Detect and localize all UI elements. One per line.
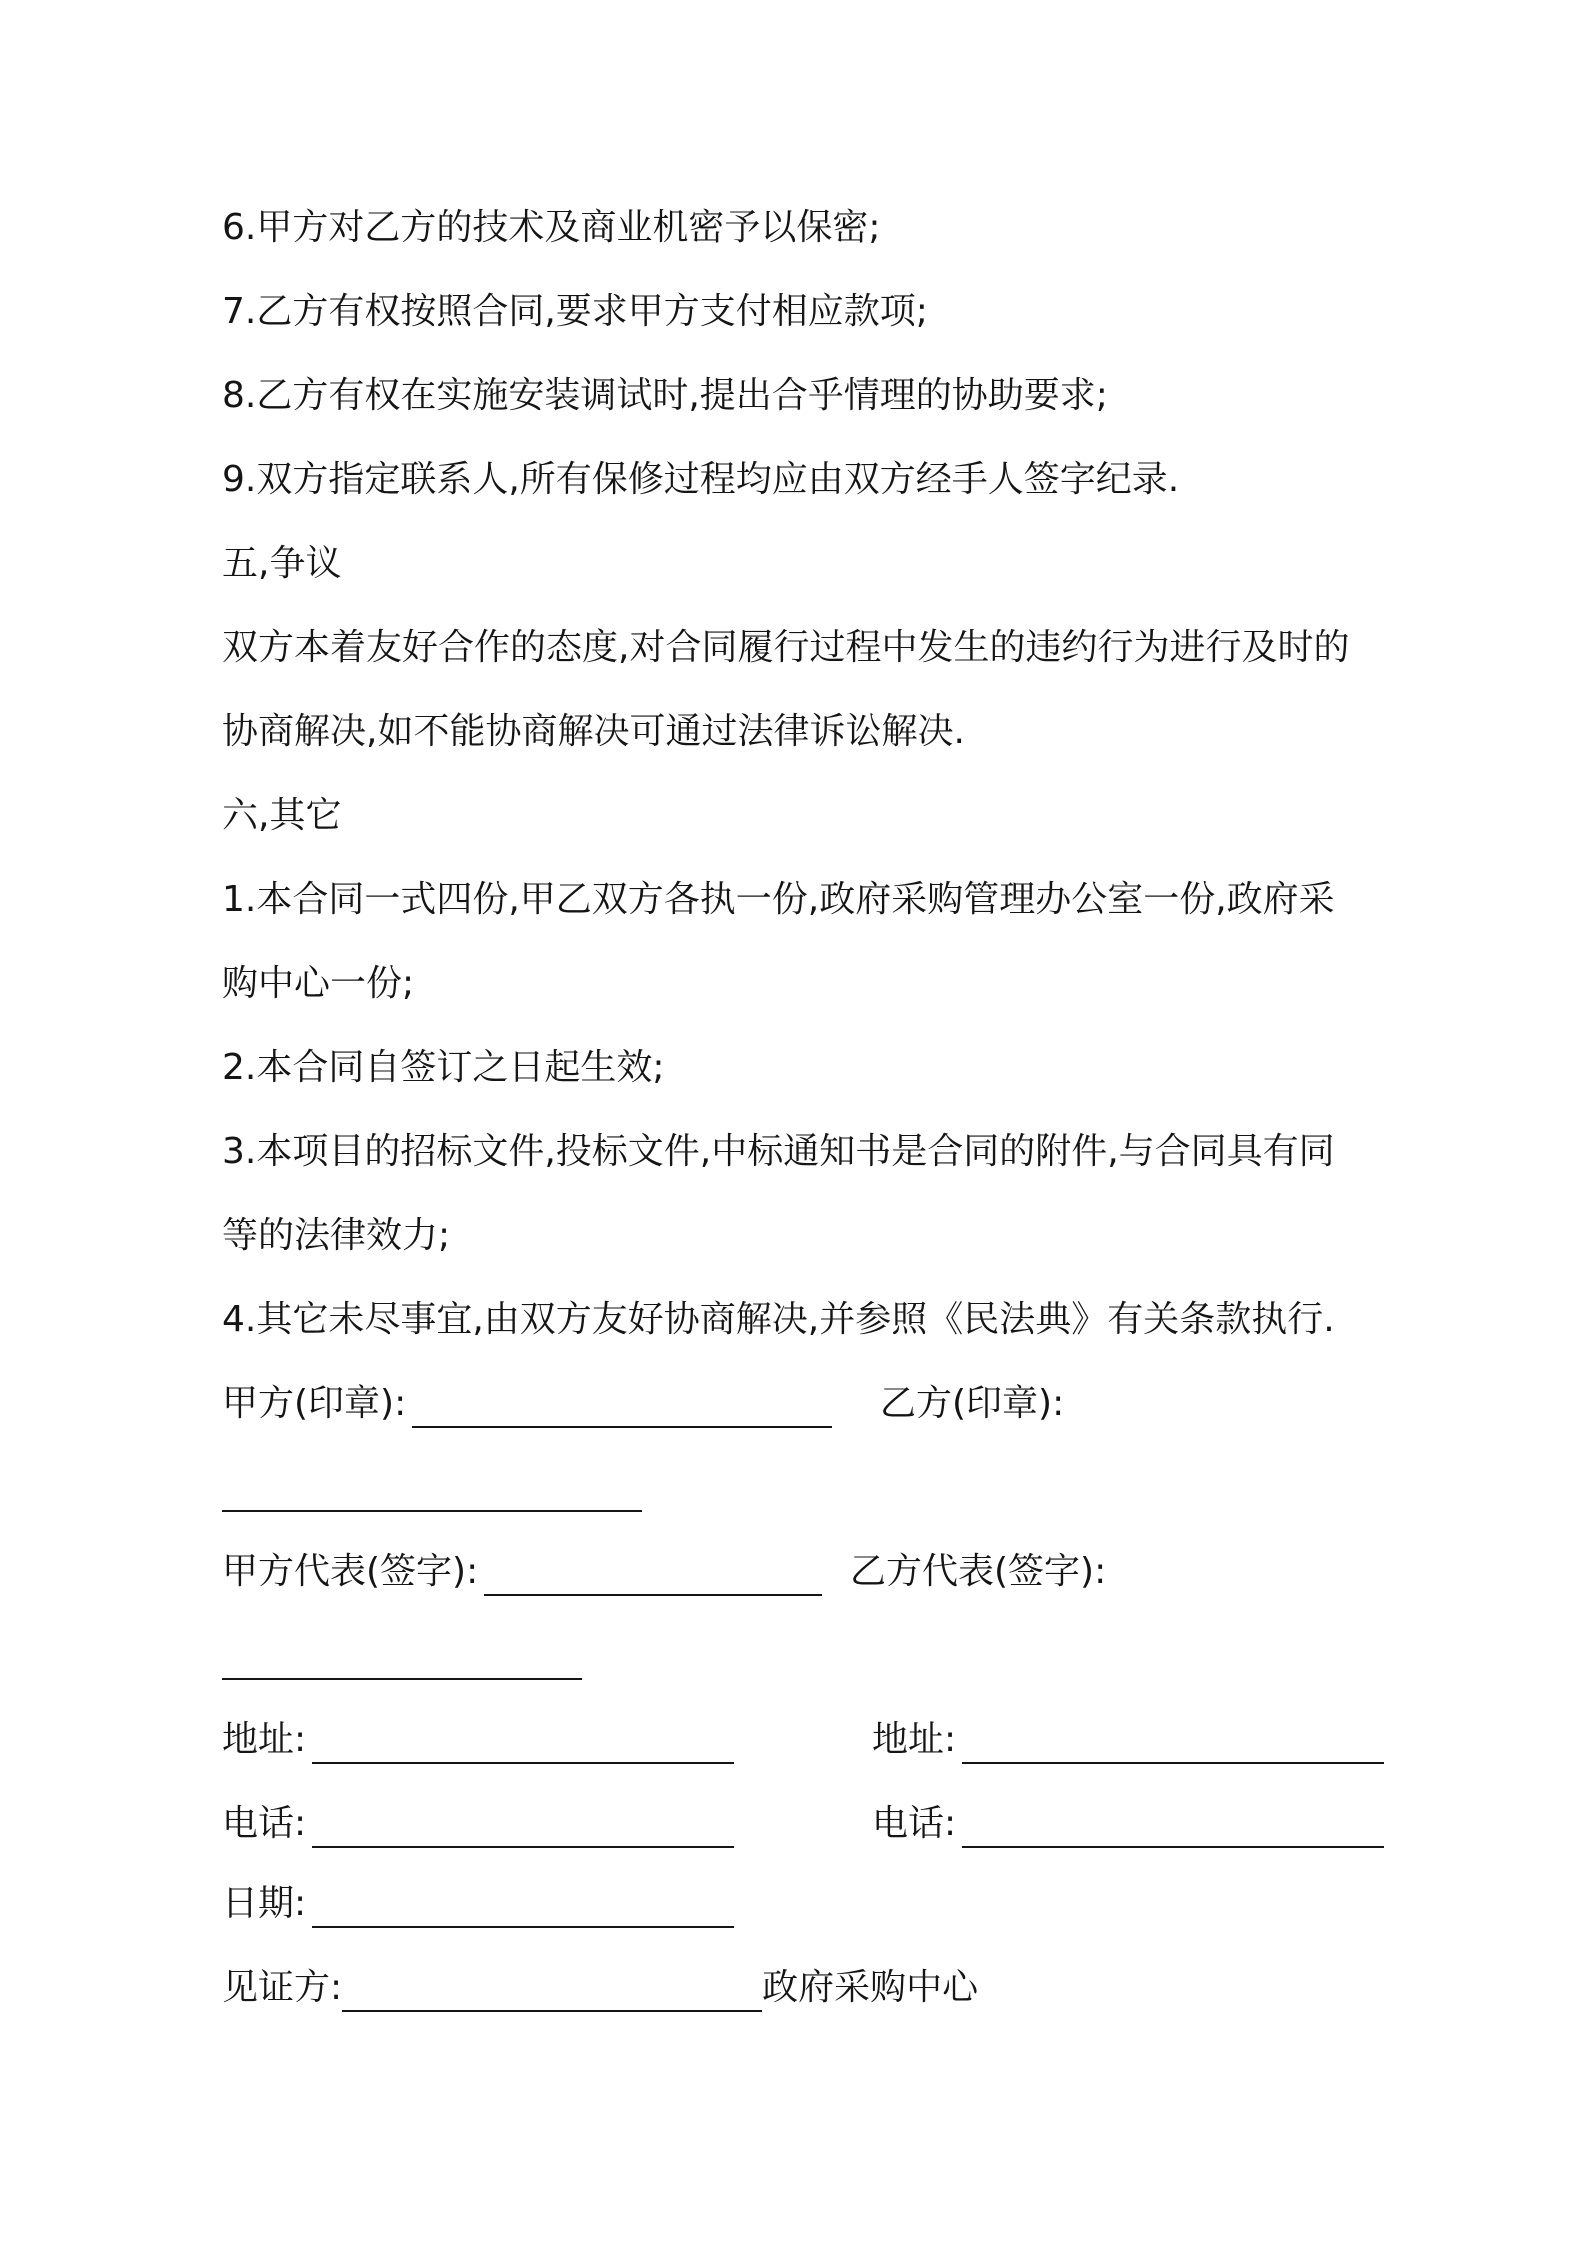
party-b-rep-label: 乙方代表(签字): — [850, 1551, 1107, 1592]
section-6-item-3-text-1: 3.本项目的招标文件,投标文件,中标通知书是合同的附件,与合同具有同 — [222, 1131, 1335, 1172]
section-6-item-1-text-1: 1.本合同一式四份,甲乙双方各执一份,政府采购管理办公室一份,政府采 — [222, 879, 1335, 920]
phone-b-blank — [962, 1808, 1384, 1848]
date-blank — [312, 1888, 734, 1928]
section-6-item-3-text-2: 等的法律效力; — [222, 1215, 451, 1256]
section-6-item-2-text: 2.本合同自签订之日起生效; — [222, 1047, 665, 1088]
address-b-label: 地址: — [872, 1719, 957, 1760]
clause-8-text: 8.乙方有权在实施安装调试时,提出合乎情理的协助要求; — [222, 375, 1108, 416]
section-6-item-1-line-2 — [222, 960, 414, 1008]
address-b-blank — [962, 1724, 1384, 1764]
clause-7 — [222, 288, 928, 336]
section-6-item-1-line-1 — [222, 876, 1335, 924]
clause-6 — [222, 204, 880, 252]
clause-7-text: 7.乙方有权按照合同,要求甲方支付相应款项; — [222, 291, 928, 332]
witness-row — [222, 1964, 978, 2012]
party-a-seal-label: 甲方(印章): — [222, 1383, 407, 1424]
party-a-rep-row — [222, 1548, 822, 1596]
clause-9 — [222, 456, 1179, 504]
party-b-seal-label: 乙方(印章): — [880, 1383, 1065, 1424]
party-a-seal-blank — [412, 1388, 832, 1428]
address-b-row — [872, 1716, 1384, 1764]
party-a-rep-label: 甲方代表(签字): — [222, 1551, 479, 1592]
section-6-item-4-text: 4.其它未尽事宜,由双方友好协商解决,并参照《民法典》有关条款执行. — [222, 1299, 1335, 1340]
clause-8 — [222, 372, 1108, 420]
section-6-item-3-line-1 — [222, 1128, 1335, 1176]
phone-b-row — [872, 1800, 1384, 1848]
party-b-rep-blank — [222, 1640, 582, 1680]
section-5-body-text-1: 双方本着友好合作的态度,对合同履行过程中发生的违约行为进行及时的 — [222, 627, 1350, 668]
phone-b-label: 电话: — [872, 1803, 957, 1844]
section-5-body-line-1 — [222, 624, 1349, 672]
clause-9-text: 9.双方指定联系人,所有保修过程均应由双方经手人签字纪录. — [222, 459, 1180, 500]
address-a-row — [222, 1716, 734, 1764]
section-5-body-line-2 — [222, 708, 965, 756]
date-label: 日期: — [222, 1883, 307, 1924]
date-row — [222, 1880, 734, 1928]
section-6-item-1-text-2: 购中心一份; — [222, 963, 415, 1004]
witness-label: 见证方: — [222, 1967, 343, 2008]
section-6-item-4 — [222, 1296, 1335, 1344]
phone-a-blank — [312, 1808, 734, 1848]
witness-org: 政府采购中心 — [762, 1967, 979, 2008]
address-a-label: 地址: — [222, 1719, 307, 1760]
section-5-heading-text: 五,争议 — [222, 543, 342, 584]
section-6-heading — [222, 792, 341, 840]
phone-a-label: 电话: — [222, 1803, 307, 1844]
party-b-seal-blank — [222, 1472, 642, 1512]
section-6-item-2 — [222, 1044, 664, 1092]
section-6-heading-text: 六,其它 — [222, 795, 342, 836]
section-5-body-text-2: 协商解决,如不能协商解决可通过法律诉讼解决. — [222, 711, 965, 752]
party-a-seal-row — [222, 1380, 832, 1428]
party-a-rep-blank — [484, 1556, 822, 1596]
phone-a-row — [222, 1800, 734, 1848]
section-5-heading — [222, 540, 341, 588]
witness-blank — [342, 1972, 762, 2012]
party-b-rep-blank-row — [222, 1632, 582, 1680]
address-a-blank — [312, 1724, 734, 1764]
section-6-item-3-line-2 — [222, 1212, 450, 1260]
clause-6-text: 6.甲方对乙方的技术及商业机密予以保密; — [222, 207, 881, 248]
party-b-seal-blank-row — [222, 1464, 642, 1512]
